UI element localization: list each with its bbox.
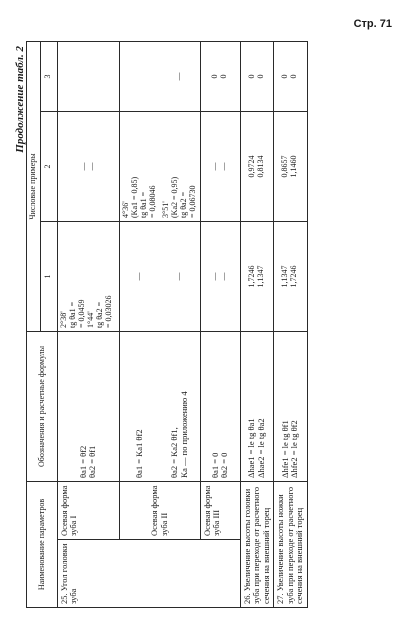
continuation-label: Продолжение табл. 2 [14, 46, 26, 153]
formula-line: Δhfe2 = le tg θf2 [289, 420, 300, 478]
row25-sub1-formula [57, 332, 119, 482]
formula-line: θa1 = Ka1 θf2 [134, 429, 145, 478]
table-row [119, 41, 159, 607]
table-row [57, 41, 119, 607]
row27-ex2: 0,8657 1,1460 [274, 112, 308, 222]
row25-sub3-formula [200, 332, 240, 482]
row25-sub2b-ex2: 3°51' (Ka2 = 0,95) tg θa2 = = 0,06730 [160, 112, 200, 222]
table-row [274, 41, 308, 607]
rotated-table-block [14, 42, 404, 608]
header-examples: Числовые примеры [27, 41, 41, 331]
row25-sub1-label: Осевая форма зуба I [57, 482, 119, 540]
row25-sub3-label: Осевая форма зуба III [200, 482, 240, 540]
row26-ex2: 0,9724 0,8134 [240, 112, 274, 222]
formula-line: θa2 = θf1 [87, 445, 98, 478]
row25-sub3-ex3: 0 0 [200, 41, 240, 111]
row25-sub2-ex2: 4°36' (Ka1 = 0,85) tg θa1 = = 0,08046 [119, 112, 159, 222]
formula-line: θa1 = θf2 [77, 445, 88, 478]
page-number: Стр. 71 [353, 18, 392, 30]
row26-formula [240, 332, 274, 482]
row26-name: 26. Увеличение высоты головки зуба при переходе от расчетного сечения на внешний торец [240, 482, 274, 608]
formula-line: Δhae2 = le tg θa2 [255, 418, 266, 478]
formula-line: Δhae1 = le tg θa1 [246, 418, 257, 478]
table-row [200, 41, 240, 607]
row25-sub1-ex3 [57, 41, 119, 111]
formula-line: θa2 = Ka2 θf1, [169, 427, 180, 478]
row25-sub2b-ex1: — [160, 222, 200, 332]
formula-line: Ka — по приложению 4 [178, 391, 189, 478]
formula-line: Δhfe1 = le tg θf1 [279, 420, 290, 478]
formula-line: θa2 = 0 [219, 452, 230, 478]
header-name: Наименование параметров [27, 482, 58, 608]
header-example-3: 3 [40, 41, 57, 111]
row25-name: 25. Угол головки зуба [57, 540, 240, 608]
row25-sub3-ex2: — — [200, 112, 240, 222]
row25-sub3-ex1: — — [200, 222, 240, 332]
row25-sub2-ex1: — [119, 222, 159, 332]
table-header-row [27, 41, 41, 607]
parameters-table [26, 41, 308, 608]
row27-ex3: 0 0 [274, 41, 308, 111]
row25-sub2-formula [119, 332, 159, 482]
row25-sub2-ex3 [119, 41, 159, 111]
table-row [240, 41, 274, 607]
row27-name: 27. Увеличение высоты ножки зуба при переходе от расчетного сечения на внешний торец [274, 482, 308, 608]
header-example-2: 2 [40, 112, 57, 222]
formula-line: θa1 = 0 [209, 452, 220, 478]
row26-ex1: 1,7246 1,1347 [240, 222, 274, 332]
row25-sub1-ex1: 2°38' tg θa1 = = 0,0459 1°44' tg θa2 = = 0,03026 [57, 222, 119, 332]
row25-sub2b-ex3: — [160, 41, 200, 111]
row27-ex1: 1,1347 1,7246 [274, 222, 308, 332]
row25-sub2b-formula [160, 332, 200, 482]
row25-sub1-ex2: — — [57, 112, 119, 222]
row26-ex3: 0 0 [240, 41, 274, 111]
header-example-1: 1 [40, 222, 57, 332]
row25-sub2-label: Осевая форма зуба II [119, 482, 200, 540]
header-formula: Обозначения и расчетные формулы [27, 332, 58, 482]
row27-formula [274, 332, 308, 482]
